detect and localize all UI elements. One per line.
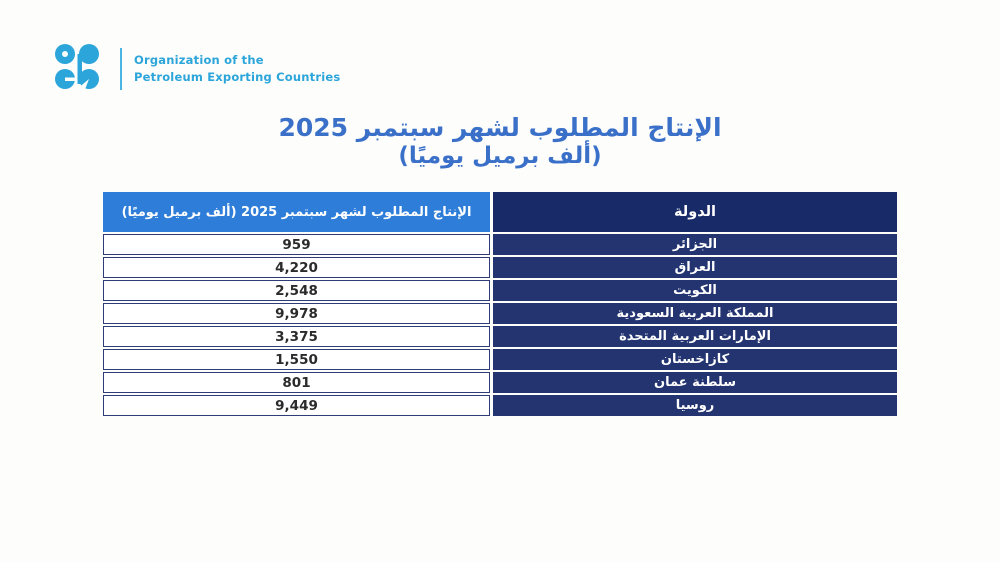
production-cell: 9,978	[103, 303, 490, 324]
country-cell: سلطنة عمان	[493, 372, 897, 393]
table-row	[103, 257, 897, 278]
table-header-row	[103, 192, 897, 232]
production-cell: 2,548	[103, 280, 490, 301]
logo-divider	[120, 48, 122, 90]
table-row	[103, 349, 897, 370]
opec-logo	[54, 42, 340, 96]
org-name-text	[134, 52, 340, 85]
country-cell: العراق	[493, 257, 897, 278]
country-cell: الإمارات العربية المتحدة	[493, 326, 897, 347]
table-row	[103, 234, 897, 255]
production-cell: 3,375	[103, 326, 490, 347]
table-row	[103, 303, 897, 324]
table-row	[103, 280, 897, 301]
country-cell: الجزائر	[493, 234, 897, 255]
country-cell: كازاخستان	[493, 349, 897, 370]
country-cell: المملكة العربية السعودية	[493, 303, 897, 324]
header-country: الدولة	[493, 192, 897, 232]
production-cell: 9,449	[103, 395, 490, 416]
production-table	[103, 192, 897, 416]
page-title	[0, 112, 1000, 171]
country-cell: روسيا	[493, 395, 897, 416]
production-cell: 4,220	[103, 257, 490, 278]
title-line1: الإنتاج المطلوب لشهر سبتمبر 2025	[278, 113, 722, 142]
country-cell: الكويت	[493, 280, 897, 301]
table-row	[103, 372, 897, 393]
table-row	[103, 326, 897, 347]
table-row	[103, 395, 897, 416]
production-cell: 959	[103, 234, 490, 255]
opec-logo-icon	[54, 42, 106, 96]
production-cell: 1,550	[103, 349, 490, 370]
title-line2: (ألف برميل يوميًا)	[398, 143, 602, 170]
header-production: الإنتاج المطلوب لشهر سبتمبر 2025 (ألف برميل يوميًا)	[103, 192, 490, 232]
org-name-line2: Petroleum Exporting Countries	[134, 70, 341, 84]
production-cell: 801	[103, 372, 490, 393]
org-name-line1: Organization of the	[134, 53, 264, 68]
